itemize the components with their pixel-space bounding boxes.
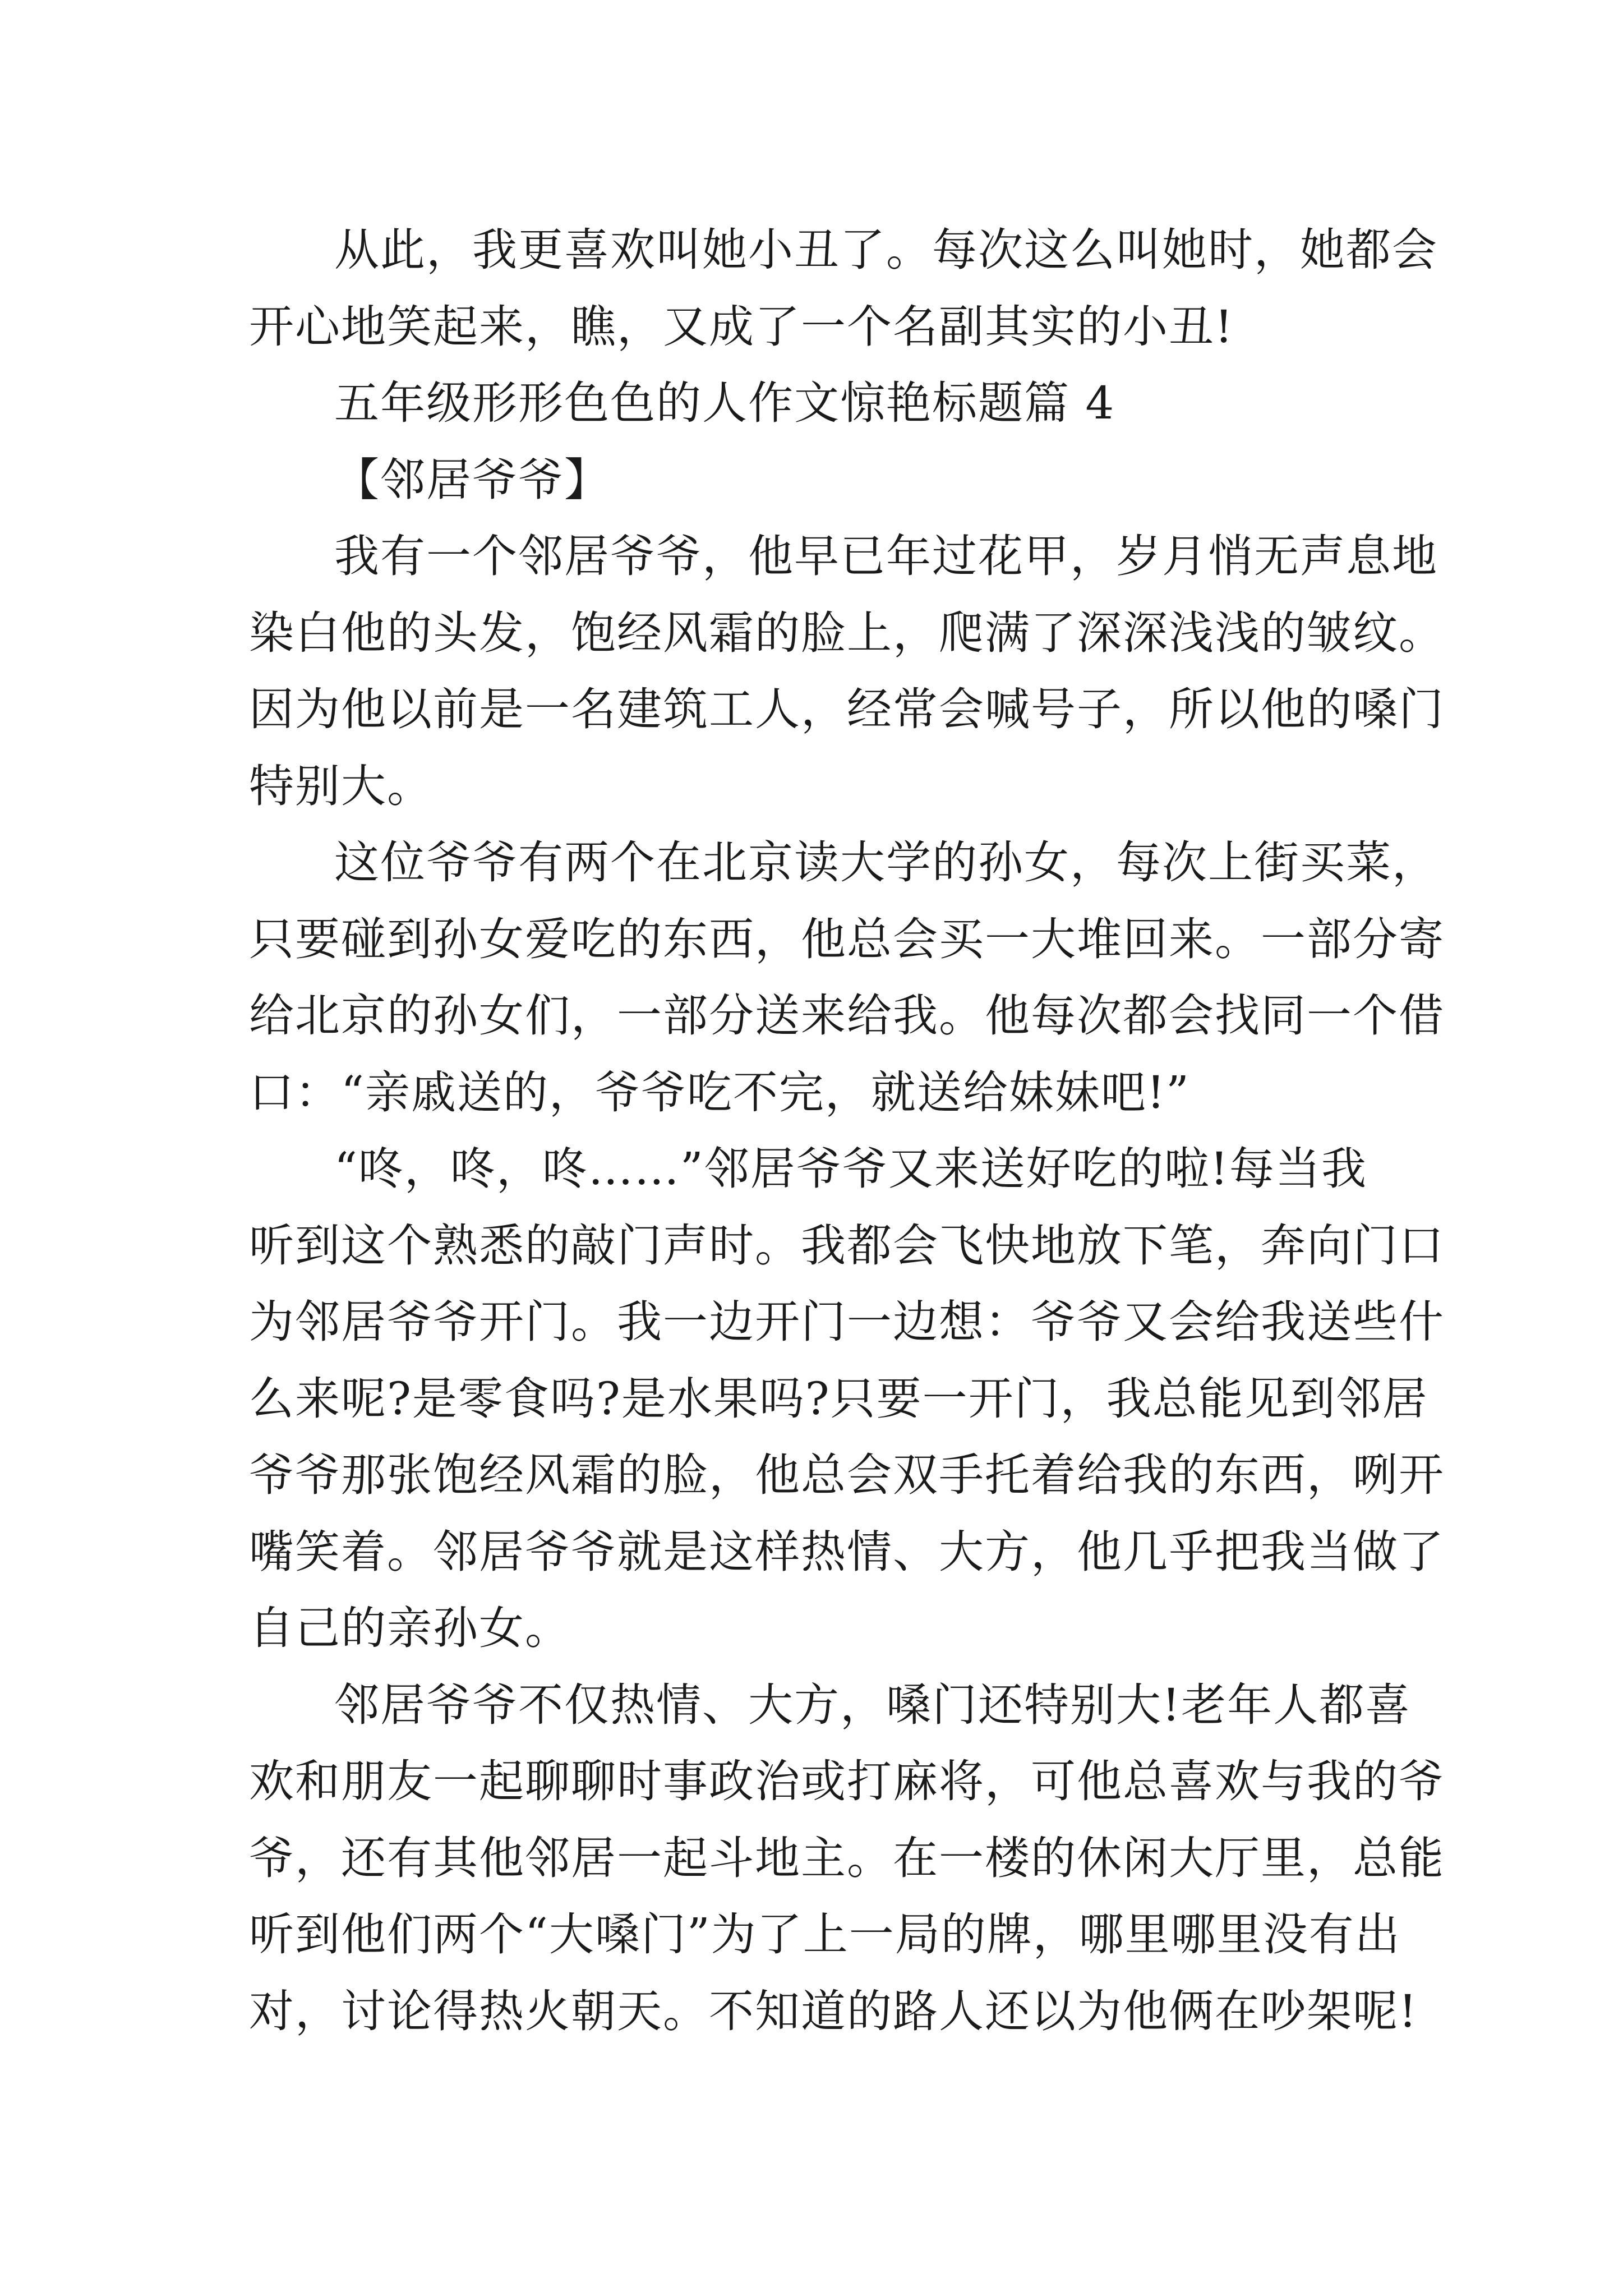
essay-line: 口：“亲戚送的，爷爷吃不完，就送给妹妹吧!” xyxy=(249,1066,1190,1119)
essay-line: “咚，咚，咚……”邻居爷爷又来送好吃的啦!每当我 xyxy=(334,1143,1367,1195)
section-heading: 五年级形形色色的人作文惊艳标题篇 4 xyxy=(334,377,1115,429)
essay-line: 我有一个邻居爷爷，他早已年过花甲，岁月悄无声息地 xyxy=(334,530,1438,582)
essay-title: 【邻居爷爷】 xyxy=(334,453,610,506)
essay-line: 听到这个熟悉的敲门声时。我都会飞快地放下笔，奔向门口 xyxy=(249,1219,1445,1272)
essay-line: 嘴笑着。邻居爷爷就是这样热情、大方，他几乎把我当做了 xyxy=(249,1525,1445,1578)
essay-line: 只要碰到孙女爱吃的东西，他总会买一大堆回来。一部分寄 xyxy=(249,913,1445,965)
essay-line: 爷爷那张饱经风霜的脸，他总会双手托着给我的东西，咧开 xyxy=(249,1449,1445,1501)
essay-line: 因为他以前是一名建筑工人，经常会喊号子，所以他的嗓门 xyxy=(249,683,1445,735)
essay-line: 么来呢?是零食吗?是水果吗?只要一开门，我总能见到邻居 xyxy=(249,1372,1428,1425)
essay-line: 这位爷爷有两个在北京读大学的孙女，每次上街买菜， xyxy=(334,836,1438,889)
essay-line: 自己的亲孙女。 xyxy=(249,1602,571,1654)
essay-line: 欢和朋友一起聊聊时事政治或打麻将，可他总喜欢与我的爷 xyxy=(249,1755,1445,1807)
essay-line: 染白他的头发，饱经风霜的脸上，爬满了深深浅浅的皱纹。 xyxy=(249,606,1445,659)
essay-line: 对，讨论得热火朝天。不知道的路人还以为他俩在吵架呢! xyxy=(249,1985,1418,2037)
essay-line: 邻居爷爷不仅热情、大方，嗓门还特别大!老年人都喜 xyxy=(334,1678,1412,1731)
essay-line: 给北京的孙女们，一部分送来给我。他每次都会找同一个借 xyxy=(249,990,1445,1042)
essay-line: 特别大。 xyxy=(249,760,433,812)
essay-body xyxy=(249,212,1445,2050)
essay-line: 从此，我更喜欢叫她小丑了。每次这么叫她时，她都会 xyxy=(334,224,1438,276)
essay-line: 为邻居爷爷开门。我一边开门一边想：爷爷又会给我送些什 xyxy=(249,1296,1445,1348)
essay-line: 听到他们两个“大嗓门”为了上一局的牌，哪里哪里没有出 xyxy=(249,1908,1401,1961)
essay-line: 开心地笑起来，瞧，又成了一个名副其实的小丑! xyxy=(249,300,1234,353)
essay-line: 爷，还有其他邻居一起斗地主。在一楼的休闲大厅里，总能 xyxy=(249,1832,1445,1884)
